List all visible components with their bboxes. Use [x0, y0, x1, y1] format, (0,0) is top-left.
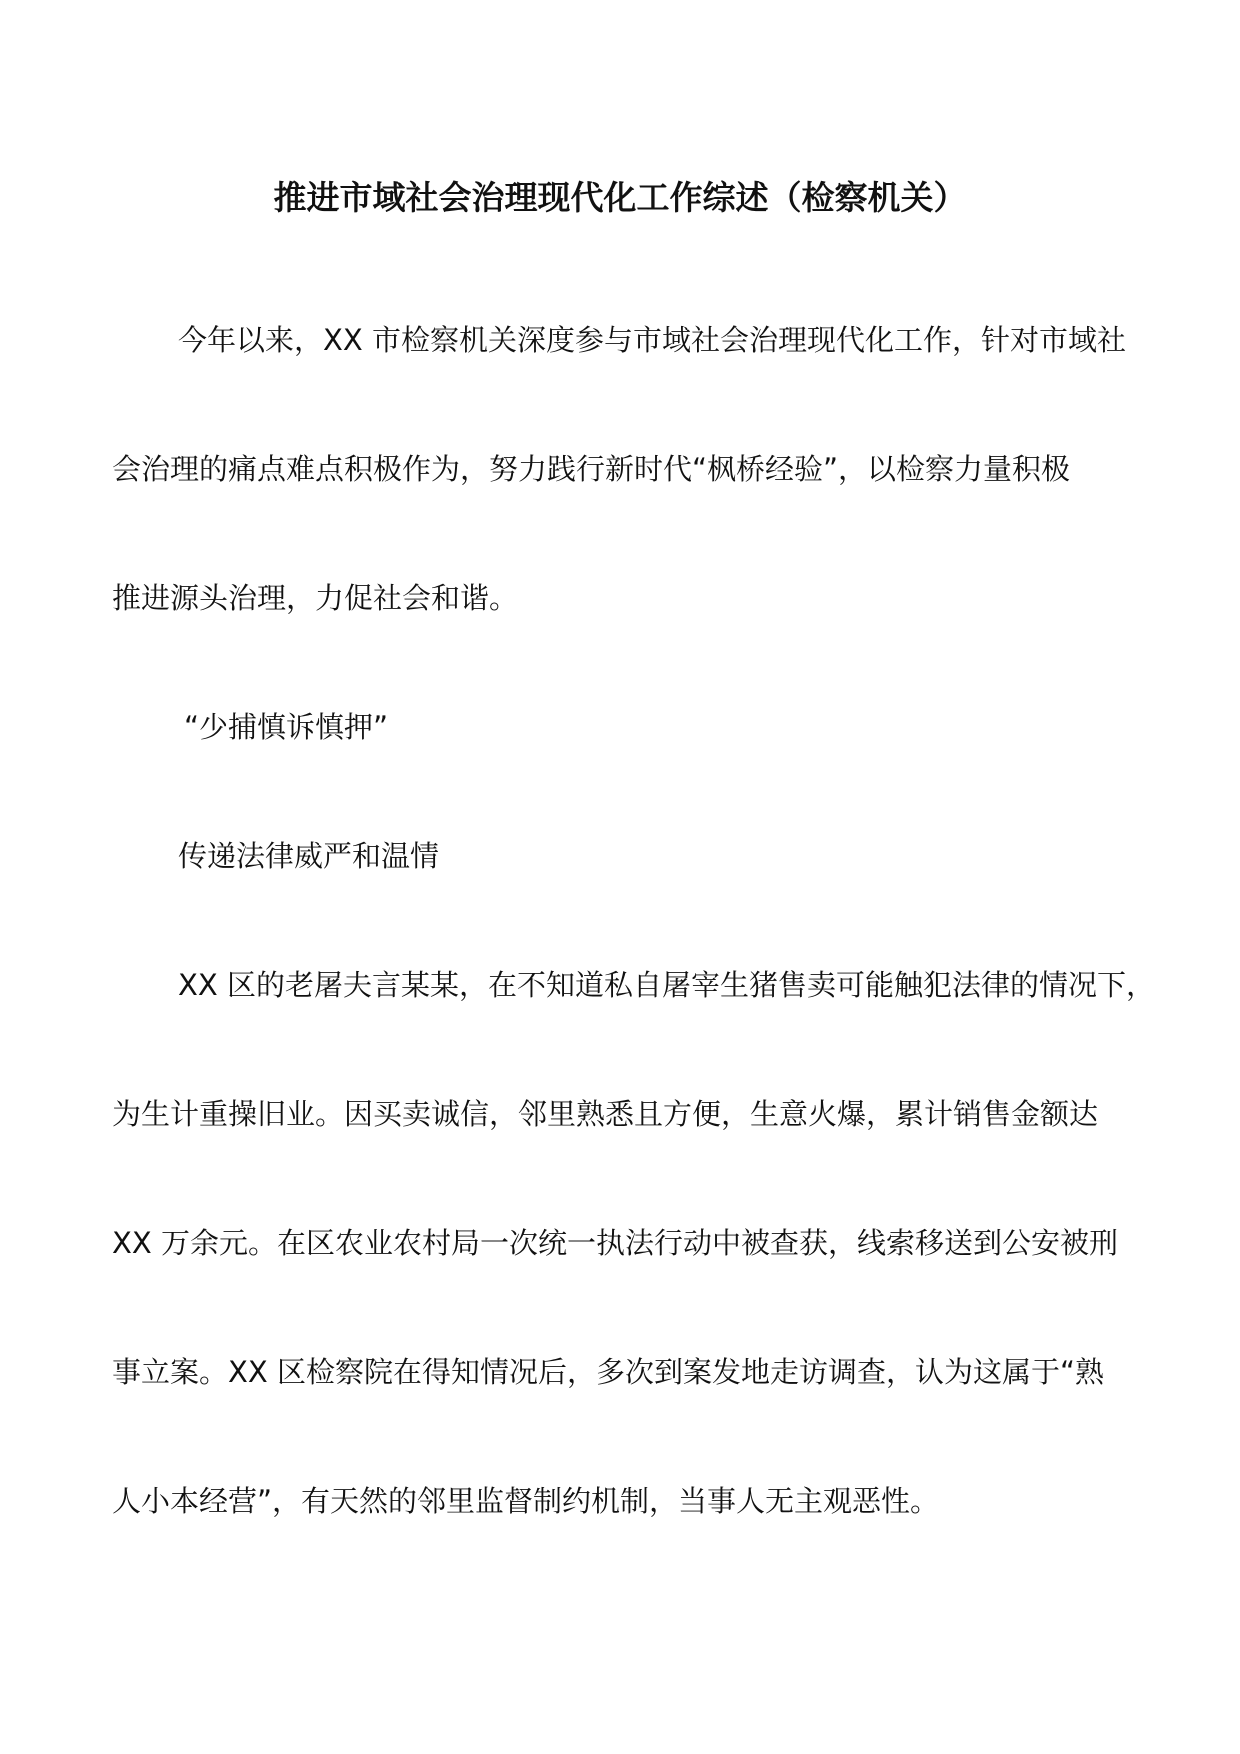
- section-heading-subtitle: 传递法律威严和温情: [178, 839, 440, 873]
- paragraph-1-line-1: 今年以来，XX 市检察机关深度参与市域社会治理现代化工作，针对市域社: [178, 323, 1126, 357]
- paragraph-1-line-3: 推进源头治理，力促社会和谐。: [112, 581, 519, 615]
- paragraph-1-line-2: 会治理的痛点难点积极作为，努力践行新时代“枫桥经验”，以检察力量积极: [112, 452, 1071, 486]
- section-heading-quote: “少捕慎诉慎押”: [184, 710, 389, 744]
- paragraph-2-line-3: XX 万余元。在区农业农村局一次统一执法行动中被查获，线索移送到公安被刑: [112, 1226, 1118, 1260]
- paragraph-2-line-1: XX 区的老屠夫言某某，在不知道私自屠宰生猪售卖可能触犯法律的情况下，: [178, 968, 1155, 1002]
- paragraph-2-line-2: 为生计重操旧业。因买卖诚信，邻里熟悉且方便，生意火爆，累计销售金额达: [112, 1097, 1099, 1131]
- paragraph-2-line-4: 事立案。XX 区检察院在得知情况后，多次到案发地走访调查，认为这属于“熟: [112, 1355, 1104, 1389]
- paragraph-2-line-5: 人小本经营”，有天然的邻里监督制约机制，当事人无主观恶性。: [112, 1484, 940, 1518]
- document-title: 推进市域社会治理现代化工作综述（检察机关）: [273, 178, 967, 217]
